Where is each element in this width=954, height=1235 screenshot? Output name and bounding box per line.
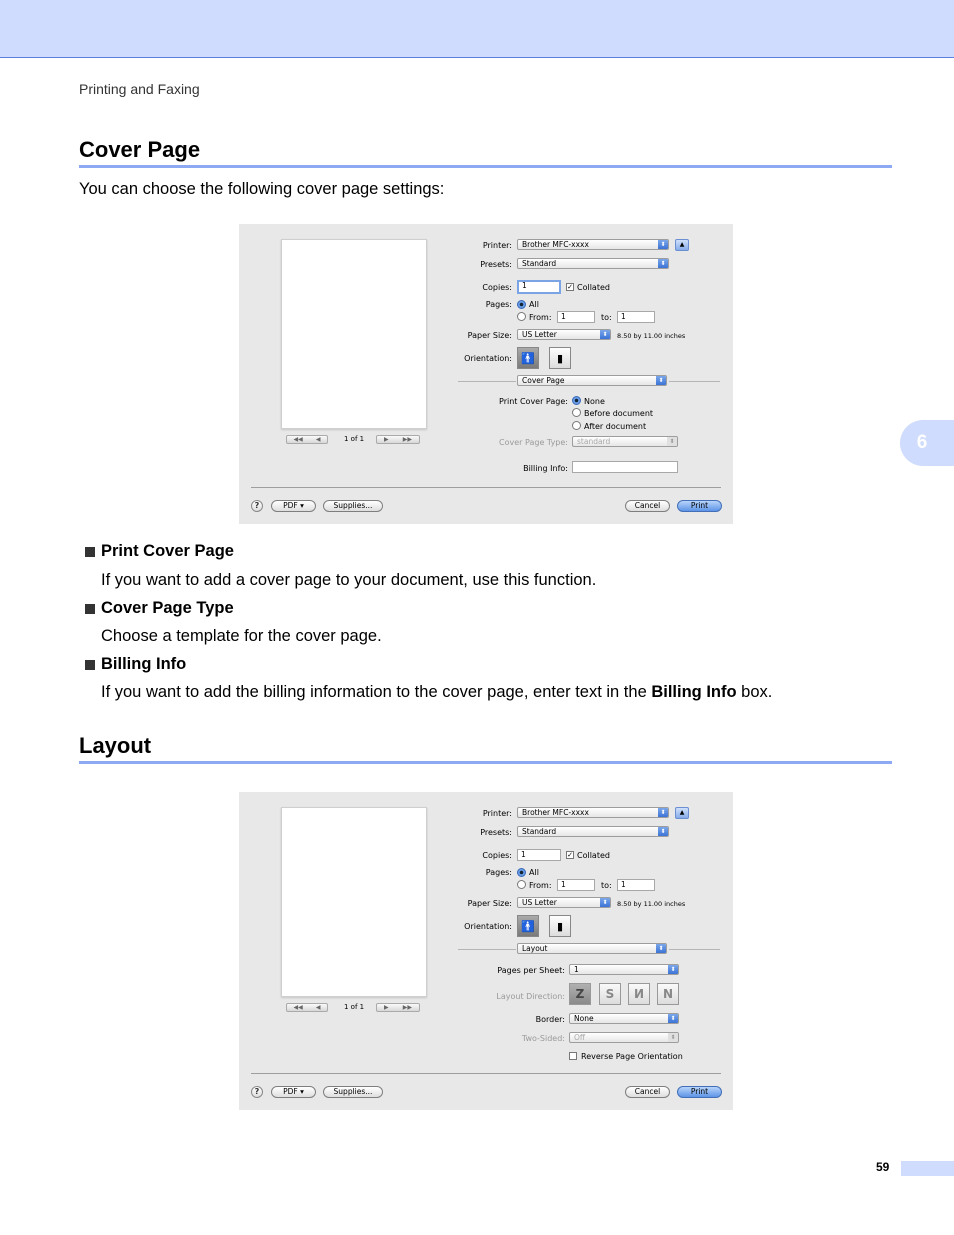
bullet-text: If you want to add the billing information to the cover page, enter text in the Billing Info box. [101, 683, 773, 701]
presets-popup[interactable]: Standard ⬍ [517, 826, 669, 837]
border-popup[interactable]: None ⬍ [569, 1013, 679, 1024]
section-rule [79, 761, 892, 764]
popup-arrows-icon: ⬍ [668, 965, 678, 974]
pages-all-radio[interactable] [517, 868, 526, 877]
copies-label: Copies: [482, 851, 512, 860]
layout-direction-n-icon[interactable]: N [657, 983, 679, 1005]
page-count: 1 of 1 [344, 435, 365, 443]
paper-size-popup[interactable]: US Letter ⬍ [517, 329, 611, 340]
layout-direction-label: Layout Direction: [496, 992, 565, 1001]
paper-size-label: Paper Size: [467, 331, 512, 340]
divider [251, 1073, 721, 1074]
chapter-tab: 6 [900, 420, 954, 466]
bullet-square-icon [85, 660, 95, 670]
popup-arrows-icon: ⬍ [600, 898, 610, 907]
divider [669, 949, 720, 950]
popup-arrows-icon: ⬍ [668, 1033, 678, 1042]
copies-label: Copies: [482, 283, 512, 292]
page-number: 59 [876, 1160, 890, 1174]
to-label: to: [601, 313, 612, 322]
layout-direction-s-icon[interactable]: S [599, 983, 621, 1005]
cover-none-radio[interactable] [572, 396, 581, 405]
paper-size-popup[interactable]: US Letter ⬍ [517, 897, 611, 908]
from-field[interactable]: 1 [557, 311, 595, 323]
two-sided-popup[interactable]: Off ⬍ [569, 1032, 679, 1043]
divider [458, 381, 516, 382]
billing-info-label: Billing Info: [523, 464, 568, 473]
help-icon[interactable]: ? [251, 1086, 263, 1098]
copies-field[interactable]: 1 [517, 280, 561, 294]
page-bar [901, 1161, 954, 1176]
pdf-button[interactable]: PDF ▾ [271, 500, 316, 512]
pager-back-buttons[interactable]: ◀◀ ◀ [286, 435, 328, 444]
pages-all-label: All [529, 300, 539, 309]
popup-arrows-icon: ⬍ [658, 827, 668, 836]
page-count: 1 of 1 [344, 1003, 365, 1011]
bullet-text: Choose a template for the cover page. [101, 627, 382, 645]
orientation-label: Orientation: [464, 354, 512, 363]
pages-per-sheet-popup[interactable]: 1 ⬍ [569, 964, 679, 975]
cover-before-radio[interactable] [572, 408, 581, 417]
reverse-orientation-label: Reverse Page Orientation [581, 1052, 683, 1061]
copies-field[interactable]: 1 [517, 849, 561, 861]
printer-popup[interactable]: Brother MFC-xxxx ⬍ [517, 239, 669, 250]
two-sided-label: Two-Sided: [521, 1034, 565, 1043]
popup-arrows-icon: ⬍ [600, 330, 610, 339]
panel-popup[interactable]: Layout ⬍ [517, 943, 667, 954]
bullet-square-icon [85, 604, 95, 614]
printer-popup[interactable]: Brother MFC-xxxx ⬍ [517, 807, 669, 818]
collated-checkbox[interactable]: ✓ [567, 851, 573, 859]
printer-label: Printer: [482, 241, 512, 250]
landscape-orientation-icon[interactable]: ▮ [549, 347, 571, 369]
orientation-label: Orientation: [464, 922, 512, 931]
pages-label: Pages: [485, 300, 512, 309]
cancel-button[interactable]: Cancel [625, 500, 670, 512]
help-icon[interactable]: ? [251, 500, 263, 512]
popup-arrows-icon: ⬍ [656, 376, 666, 385]
panel-popup[interactable]: Cover Page ⬍ [517, 375, 667, 386]
section-title-layout: Layout [79, 733, 152, 758]
to-label: to: [601, 881, 612, 890]
bullet-square-icon [85, 547, 95, 557]
pages-from-radio[interactable] [517, 312, 526, 321]
running-head: Printing and Faxing [79, 81, 200, 97]
divider [251, 487, 721, 488]
cover-type-label: Cover Page Type: [499, 438, 568, 447]
section-rule [79, 165, 892, 168]
popup-arrows-icon: ⬍ [667, 437, 677, 446]
divider [458, 949, 516, 950]
intro-text: You can choose the following cover page settings: [79, 180, 445, 198]
reverse-orientation-checkbox[interactable] [569, 1052, 577, 1060]
popup-arrows-icon: ⬍ [668, 1014, 678, 1023]
portrait-orientation-icon[interactable]: 🚹 [517, 347, 539, 369]
collated-label: Collated [577, 851, 610, 860]
top-band [0, 0, 954, 58]
print-button[interactable]: Print [677, 1086, 722, 1098]
pages-from-label: From: [529, 881, 552, 890]
collated-checkbox[interactable]: ✓ [567, 283, 573, 291]
to-field[interactable]: 1 [617, 311, 655, 323]
cover-before-label: Before document [584, 409, 654, 418]
from-field[interactable]: 1 [557, 879, 595, 891]
supplies-button[interactable]: Supplies... [323, 500, 383, 512]
print-button[interactable]: Print [677, 500, 722, 512]
bullet-print-cover-page: Print Cover Page [85, 542, 234, 561]
collapse-icon[interactable]: ▲ [675, 239, 689, 251]
cancel-button[interactable]: Cancel [625, 1086, 670, 1098]
cover-none-label: None [584, 397, 605, 406]
pages-label: Pages: [485, 868, 512, 877]
supplies-button[interactable]: Supplies... [323, 1086, 383, 1098]
paper-size-label: Paper Size: [467, 899, 512, 908]
printer-label: Printer: [482, 809, 512, 818]
portrait-orientation-icon[interactable]: 🚹 [517, 915, 539, 937]
bullet-text: If you want to add a cover page to your document, use this function. [101, 571, 597, 589]
pages-from-label: From: [529, 313, 552, 322]
preview-pager [286, 1003, 420, 1013]
page-preview [281, 807, 427, 997]
bullet-cover-page-type: Cover Page Type [85, 599, 234, 618]
popup-arrows-icon: ⬍ [658, 240, 668, 249]
page-preview [281, 239, 427, 429]
cover-type-popup[interactable]: standard ⬍ [572, 436, 678, 447]
layout-direction-n-reverse-icon[interactable]: И [628, 983, 650, 1005]
print-cover-label: Print Cover Page: [499, 397, 568, 406]
popup-arrows-icon: ⬍ [656, 944, 666, 953]
to-field[interactable]: 1 [617, 879, 655, 891]
pager-forward-buttons[interactable]: ▶ ▶▶ [376, 1003, 420, 1012]
presets-popup[interactable]: Standard ⬍ [517, 258, 669, 269]
pages-per-sheet-label: Pages per Sheet: [497, 966, 565, 975]
popup-arrows-icon: ⬍ [658, 808, 668, 817]
cover-after-radio[interactable] [572, 421, 581, 430]
cover-after-label: After document [584, 422, 647, 431]
billing-info-field[interactable] [572, 461, 678, 473]
layout-direction-z-icon[interactable]: Z [569, 983, 591, 1005]
pages-all-label: All [529, 868, 539, 877]
print-dialog-cover-page [239, 224, 733, 524]
pager-back-buttons[interactable]: ◀◀ ◀ [286, 1003, 328, 1012]
border-label: Border: [535, 1015, 565, 1024]
section-title-cover-page: Cover Page [79, 137, 201, 162]
pages-from-radio[interactable] [517, 880, 526, 889]
pager-forward-buttons[interactable]: ▶ ▶▶ [376, 435, 420, 444]
paper-size-info: 8.50 by 11.00 inches [617, 332, 686, 340]
popup-arrows-icon: ⬍ [658, 259, 668, 268]
pdf-button[interactable]: PDF ▾ [271, 1086, 316, 1098]
presets-label: Presets: [480, 260, 512, 269]
paper-size-info: 8.50 by 11.00 inches [617, 900, 686, 908]
collated-label: Collated [577, 283, 610, 292]
preview-pager [286, 435, 420, 445]
collapse-icon[interactable]: ▲ [675, 807, 689, 819]
pages-all-radio[interactable] [517, 300, 526, 309]
divider [669, 381, 720, 382]
presets-label: Presets: [480, 828, 512, 837]
print-dialog-layout [239, 792, 733, 1110]
bullet-billing-info: Billing Info [85, 655, 186, 674]
landscape-orientation-icon[interactable]: ▮ [549, 915, 571, 937]
